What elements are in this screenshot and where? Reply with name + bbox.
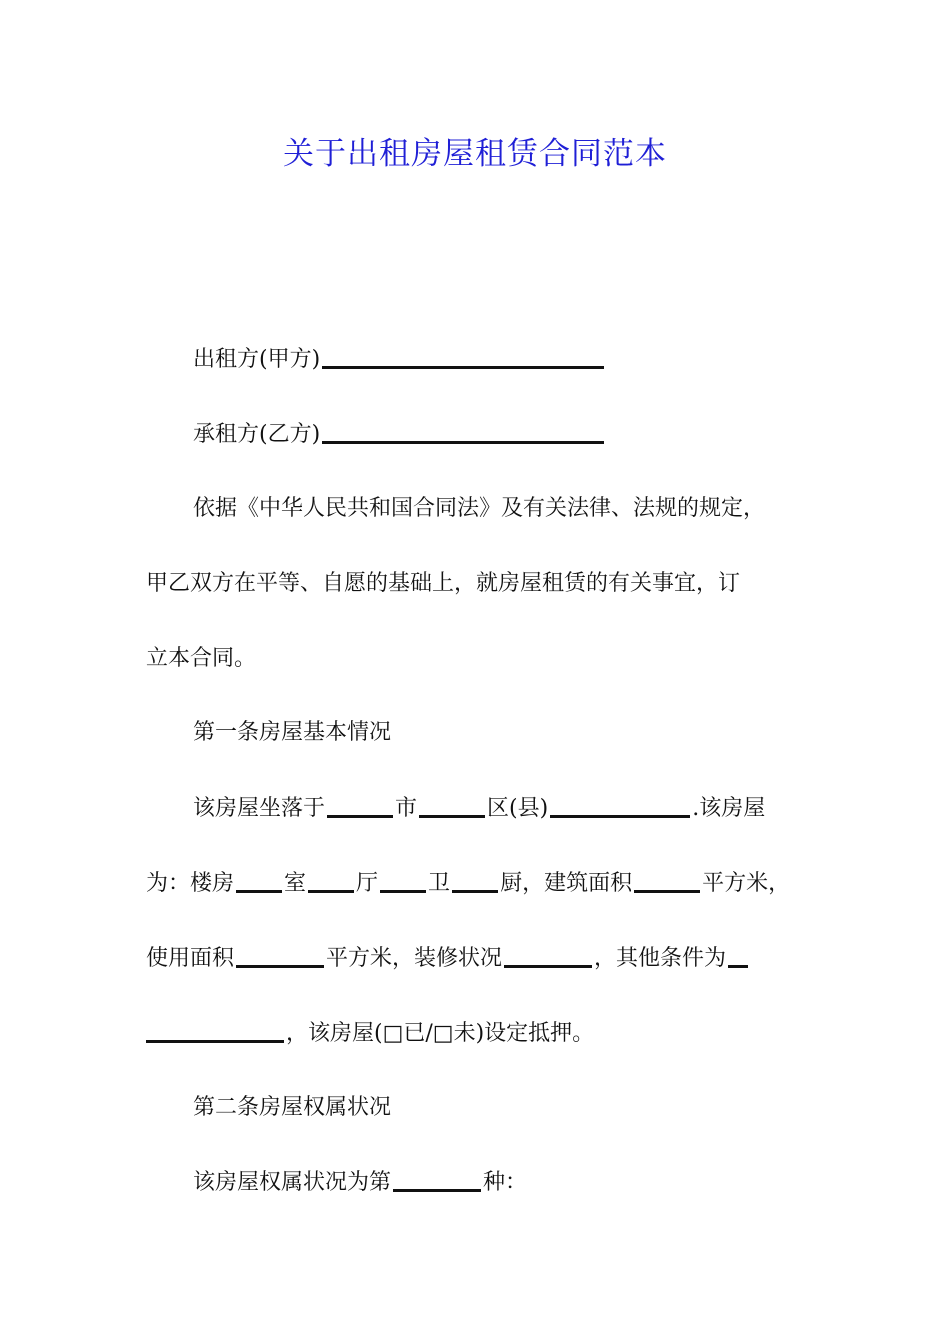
text: 使用面积: [146, 946, 235, 971]
article-1-line-2: [146, 868, 790, 899]
text: 厅: [356, 871, 379, 896]
intro-line-1: 依据《中华人民共和国合同法》及有关法律、法规的规定，: [193, 496, 766, 521]
lessor-blank[interactable]: [322, 344, 604, 369]
article-1-line-4: [146, 1018, 594, 1049]
kitchens-blank[interactable]: [452, 868, 498, 893]
district-blank[interactable]: [419, 793, 485, 818]
intro-line-2: 甲乙双方在平等、自愿的基础上，就房屋租赁的有关事宜，订: [146, 571, 741, 596]
article-2-title: 第二条房屋权属状况: [193, 1095, 392, 1120]
article-2-line-1: [193, 1167, 527, 1198]
text: 该房屋坐落于: [193, 796, 326, 821]
lessor-label: 出租方(甲方): [193, 347, 321, 372]
text: 平方米，装修状况: [326, 946, 503, 971]
article-1-line-3: [146, 943, 750, 974]
text: 平方米，: [702, 871, 791, 896]
text: 种：: [483, 1170, 528, 1195]
text: 厨，建筑面积: [500, 871, 633, 896]
lessee-blank[interactable]: [322, 419, 604, 444]
lessor-line: [193, 344, 606, 375]
text: 卫: [428, 871, 451, 896]
text: 该房屋权属状况为第: [193, 1170, 392, 1195]
decoration-blank[interactable]: [504, 943, 592, 968]
text: .该房屋: [692, 796, 766, 821]
text: 市: [395, 796, 418, 821]
rooms-blank[interactable]: [236, 868, 282, 893]
text: 室: [284, 871, 307, 896]
intro-line-3: 立本合同。: [146, 646, 257, 671]
baths-blank[interactable]: [380, 868, 426, 893]
text: ，其他条件为: [594, 946, 727, 971]
article-1-title: 第一条房屋基本情况: [193, 720, 392, 745]
lessee-line: [193, 419, 606, 450]
other-conditions-blank[interactable]: [146, 1018, 284, 1043]
text: 为：楼房: [146, 871, 235, 896]
usable-area-blank[interactable]: [236, 943, 324, 968]
document-title: 关于出租房屋租赁合同范本: [283, 136, 667, 172]
address-blank[interactable]: [550, 793, 690, 818]
halls-blank[interactable]: [308, 868, 354, 893]
ownership-type-blank[interactable]: [393, 1167, 481, 1192]
city-blank[interactable]: [327, 793, 393, 818]
lessee-label: 承租方(乙方): [193, 422, 321, 447]
building-area-blank[interactable]: [634, 868, 700, 893]
text: ，该房屋(□已/□未)设定抵押。: [286, 1021, 595, 1046]
other-conditions-blank-start[interactable]: [728, 943, 748, 968]
text: 区(县): [487, 796, 549, 821]
article-1-line-1: [193, 793, 765, 824]
